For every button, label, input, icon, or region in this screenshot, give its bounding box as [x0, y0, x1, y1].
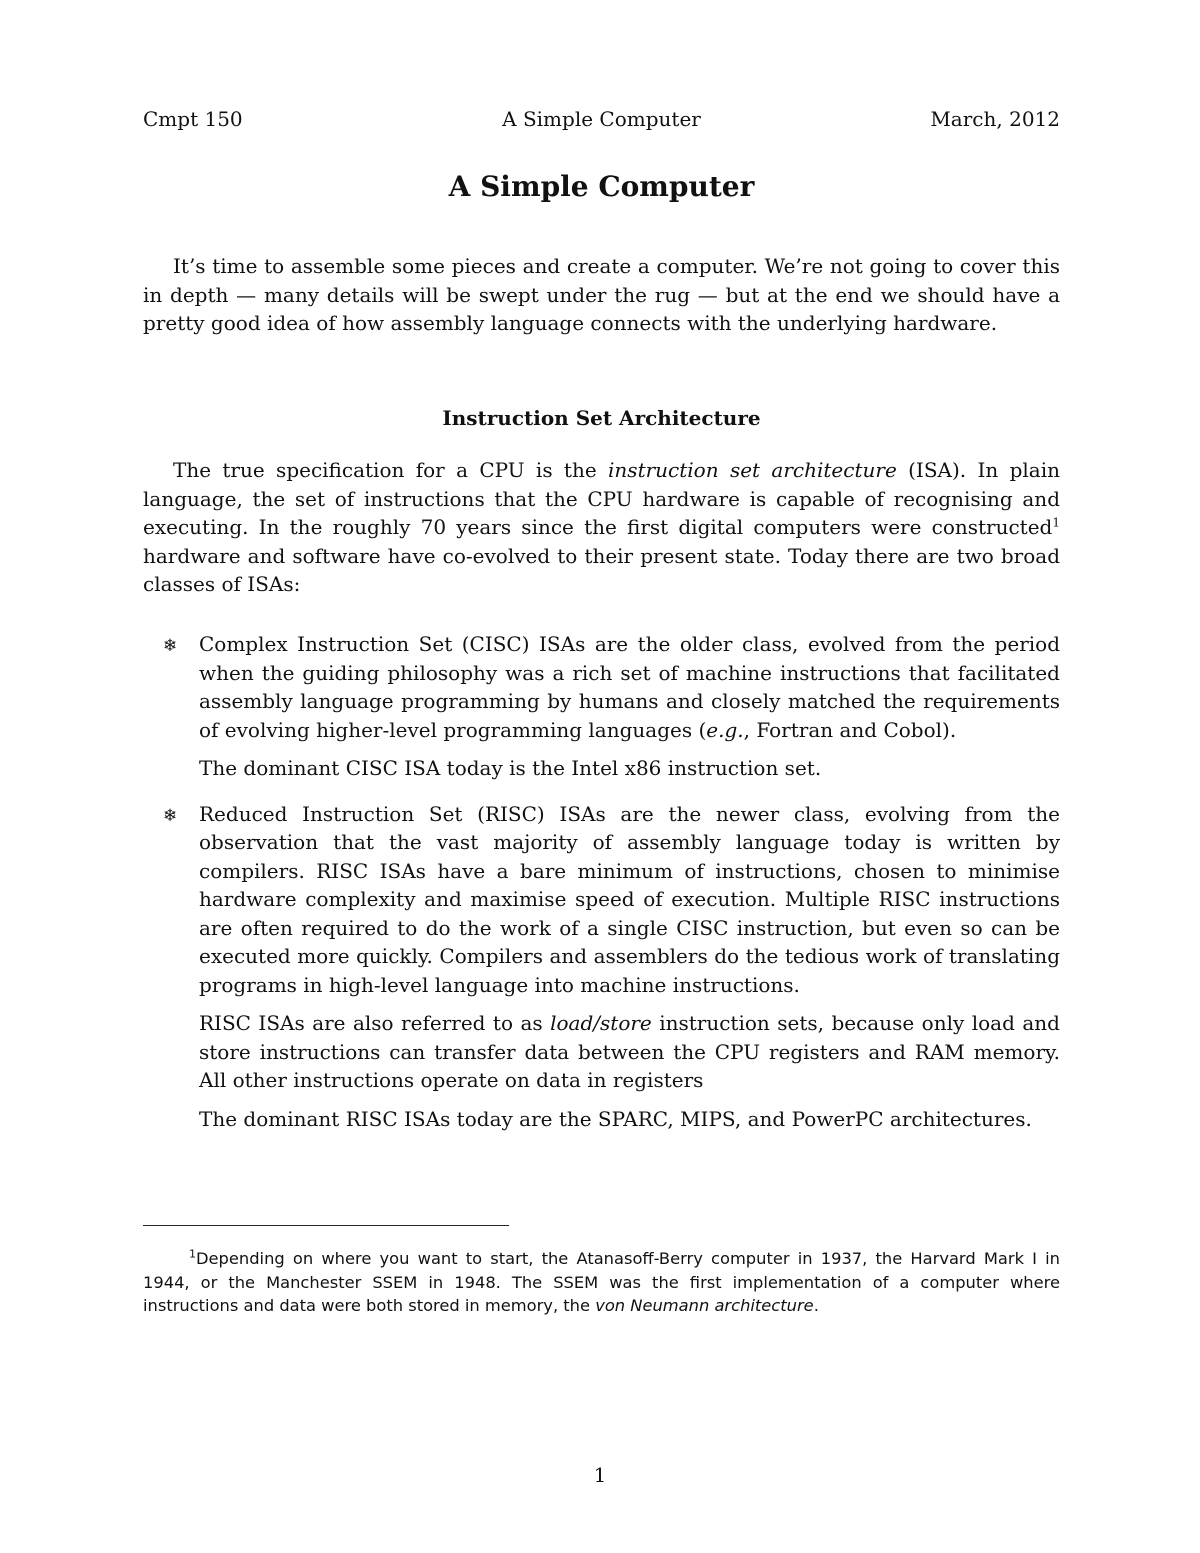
isa-term: instruction set architecture — [608, 458, 897, 482]
risc-text-1: RISC ISAs are also referred to as — [199, 1011, 551, 1035]
risc-dominant: The dominant RISC ISAs today are the SPARC, MIPS, and PowerPC architectures. — [199, 1106, 1032, 1131]
list-item-risc — [143, 800, 1060, 1134]
cisc-dominant: The dominant CISC ISA today is the Intel x86 instruction set. — [199, 756, 822, 780]
cisc-text-2: , Fortran and Cobol). — [743, 717, 957, 742]
risc-text-2: instruction sets, because only load and store instructions can transfer data between the CPU registers and RAM memory. All other instructions operate on data in registers — [199, 1011, 1060, 1092]
header-title: A Simple Computer — [502, 107, 701, 131]
isa-text-2: (ISA). In plain language, the set of instructions that the CPU hardware is capable of recognising and executing. In the roughly 70 years since the first digital computers were constructed — [143, 458, 1060, 539]
risc-emphasis: load/store — [550, 1011, 652, 1035]
cisc-emphasis: e.g. — [706, 717, 744, 742]
cisc-description — [199, 630, 1060, 744]
cisc-text-1: Complex Instruction Set (CISC) ISAs are the older class, evolved from the period when the guiding philosophy was a rich set of machine instructions that facilitated assembly language programming by humans and closely matched the requirements of evolving higher-level programming languages ( — [199, 632, 1060, 742]
isa-text-3: hardware and software have co-evolved to their present state. Today there are two broad classes of ISAs: — [143, 543, 1060, 596]
page-title: A Simple Computer — [448, 170, 755, 203]
page-number: 1 — [593, 1463, 607, 1487]
footnote — [143, 1247, 1060, 1318]
header-course: Cmpt 150 — [143, 107, 243, 131]
snowflake-bullet-icon: ❄ — [163, 805, 178, 826]
header-date: March, 2012 — [930, 107, 1060, 131]
footnote-reference[interactable]: 1 — [1052, 515, 1060, 530]
intro-paragraph: It’s time to assemble some pieces and create a computer. We’re not going to cover this in depth — many details will be swept under the rug — but at the end we should have a pretty good idea of how assembly language connects with the underlying hardware. — [143, 254, 1060, 335]
footnote-text-1: Depending on where you want to start, the Atanasoff-Berry computer in 1937, the Harvard Mark I in 1944, or the Manchester SSEM in 1948. The SSEM was the first implementation of a computer where instructions and data were both stored in memory, the — [143, 1249, 1060, 1315]
snowflake-bullet-icon: ❄ — [163, 636, 178, 656]
footnote-divider — [143, 1225, 509, 1226]
isa-text-1: The true specification for a CPU is the — [173, 458, 609, 482]
risc-description: Reduced Instruction Set (RISC) ISAs are the newer class, evolving from the observation that the vast majority of assembly language today is written by compilers. RISC ISAs have a bare minimum of instructions, chosen to minimise hardware complexity and maximise speed of execution. Multiple RISC instructions are often required to do the work of a single CISC instruction, but even so can be executed more quickly. Compilers and assemblers do the tedious work of translating programs in high-level language into machine instructions. — [199, 801, 1060, 997]
footnote-text-2: . — [813, 1296, 819, 1315]
isa-class-list — [143, 630, 1060, 1133]
section-heading: Instruction Set Architecture — [442, 406, 761, 430]
list-item-cisc — [143, 630, 1060, 783]
running-header — [143, 107, 1060, 141]
risc-load-store — [199, 1009, 1060, 1095]
footnote-emphasis: von Neumann architecture — [595, 1296, 814, 1315]
isa-paragraph — [143, 456, 1060, 599]
footnote-marker: 1 — [189, 1247, 196, 1261]
